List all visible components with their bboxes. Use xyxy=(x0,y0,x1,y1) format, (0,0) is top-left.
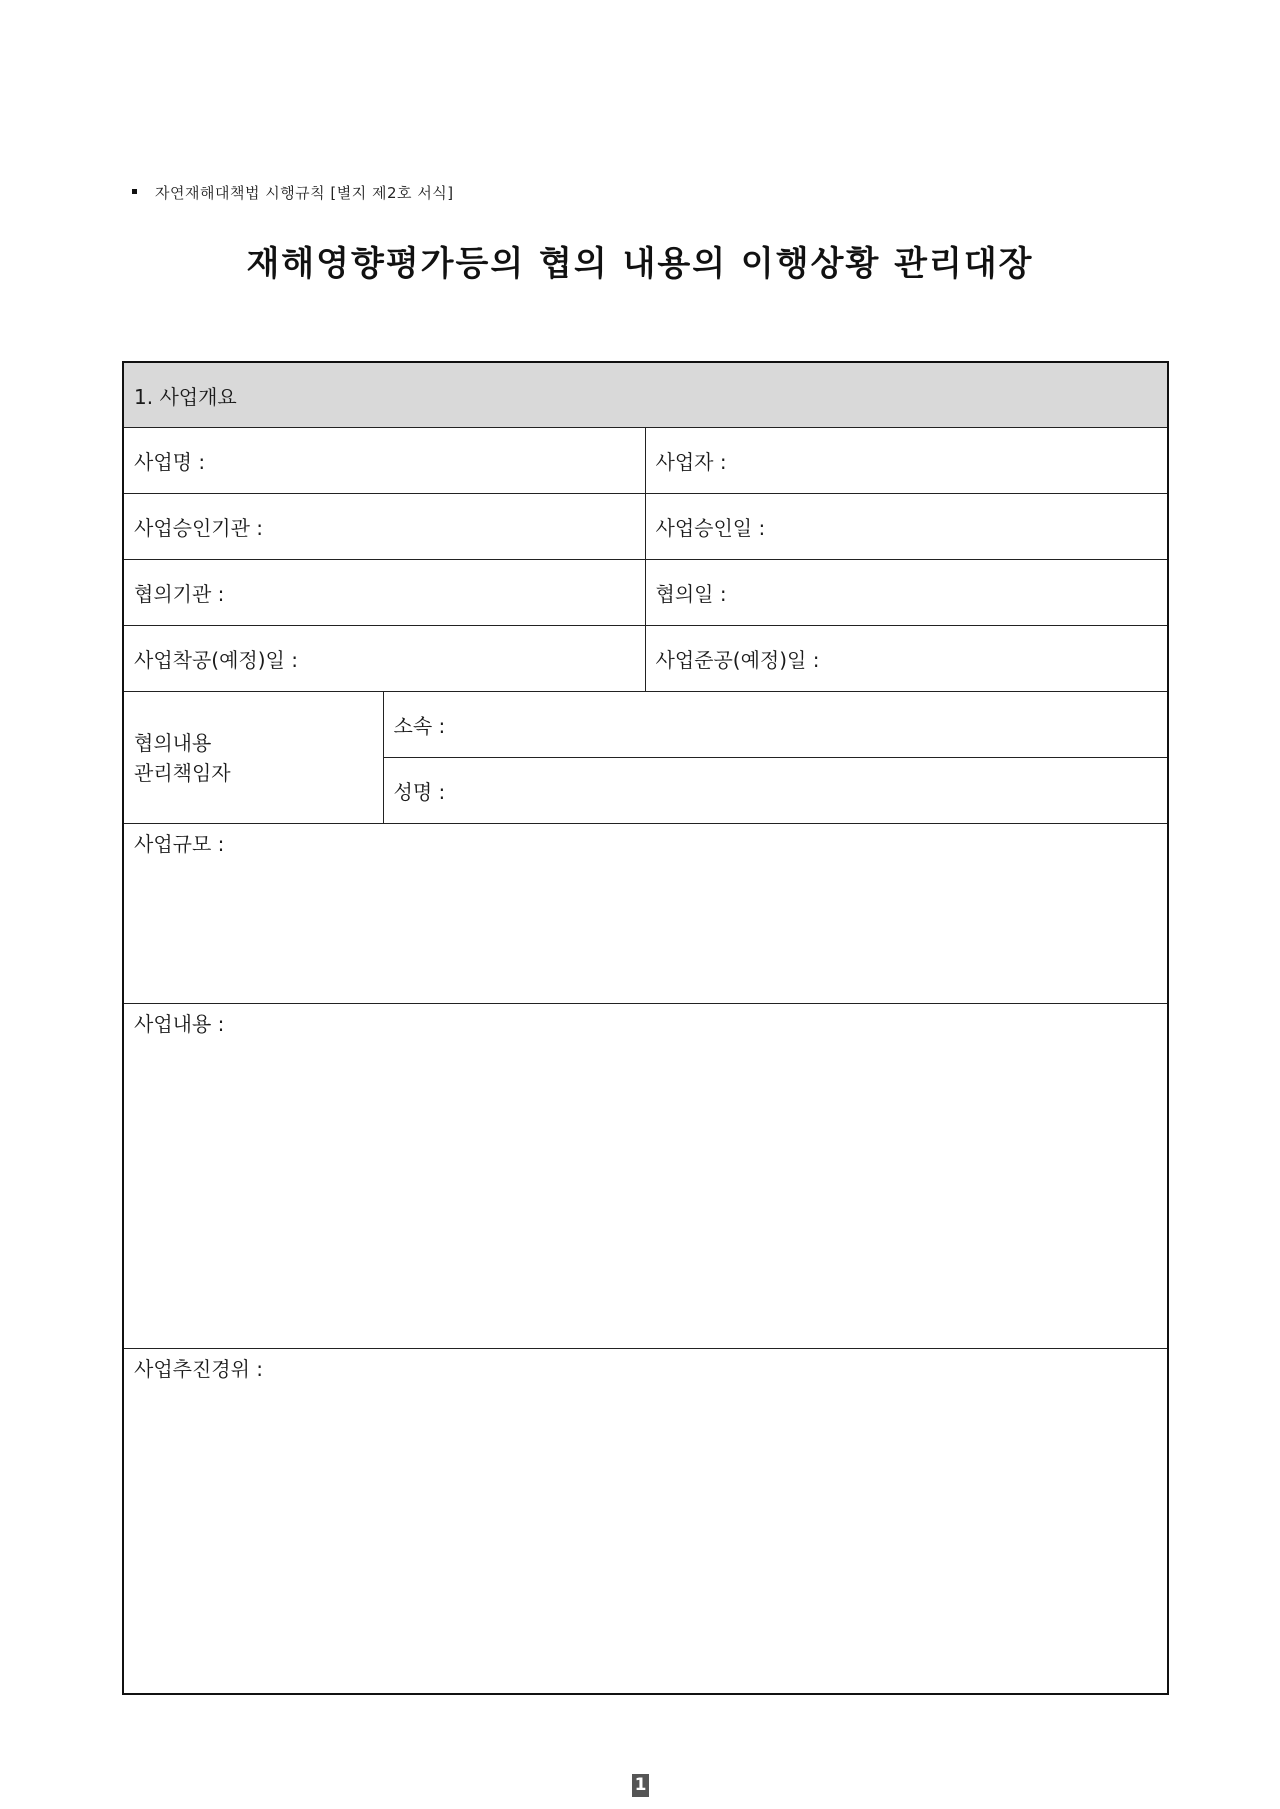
approval-date-field[interactable]: 사업승인일 : xyxy=(645,494,1168,560)
start-date-field[interactable]: 사업착공(예정)일 : xyxy=(123,626,645,692)
project-overview-form xyxy=(122,361,1169,1695)
page-number: 1 xyxy=(632,1774,649,1797)
page-title: 재해영향평가등의 협의 내용의 이행상황 관리대장 xyxy=(246,244,1034,284)
completion-date-field[interactable]: 사업준공(예정)일 : xyxy=(645,626,1168,692)
manager-label-line2: 관리책임자 xyxy=(134,760,231,785)
project-scale-field[interactable]: 사업규모 : xyxy=(123,824,1168,1004)
manager-label-line1: 협의내용 xyxy=(134,730,212,755)
form-reference-text: 자연재해대책법 시행규칙 [별지 제2호 서식] xyxy=(155,184,454,202)
affiliation-field[interactable]: 소속 : xyxy=(383,692,1168,758)
form-reference xyxy=(132,182,454,203)
section-heading: 1. 사업개요 xyxy=(123,362,1168,428)
bullet-icon xyxy=(132,189,137,194)
consult-date-field[interactable]: 협의일 : xyxy=(645,560,1168,626)
manager-label xyxy=(123,692,383,824)
consult-agency-field[interactable]: 협의기관 : xyxy=(123,560,645,626)
project-name-field[interactable]: 사업명 : xyxy=(123,428,645,494)
approval-agency-field[interactable]: 사업승인기관 : xyxy=(123,494,645,560)
manager-name-field[interactable]: 성명 : xyxy=(383,758,1168,824)
project-content-field[interactable]: 사업내용 : xyxy=(123,1004,1168,1349)
project-history-field[interactable]: 사업추진경위 : xyxy=(123,1349,1168,1695)
operator-field[interactable]: 사업자 : xyxy=(645,428,1168,494)
